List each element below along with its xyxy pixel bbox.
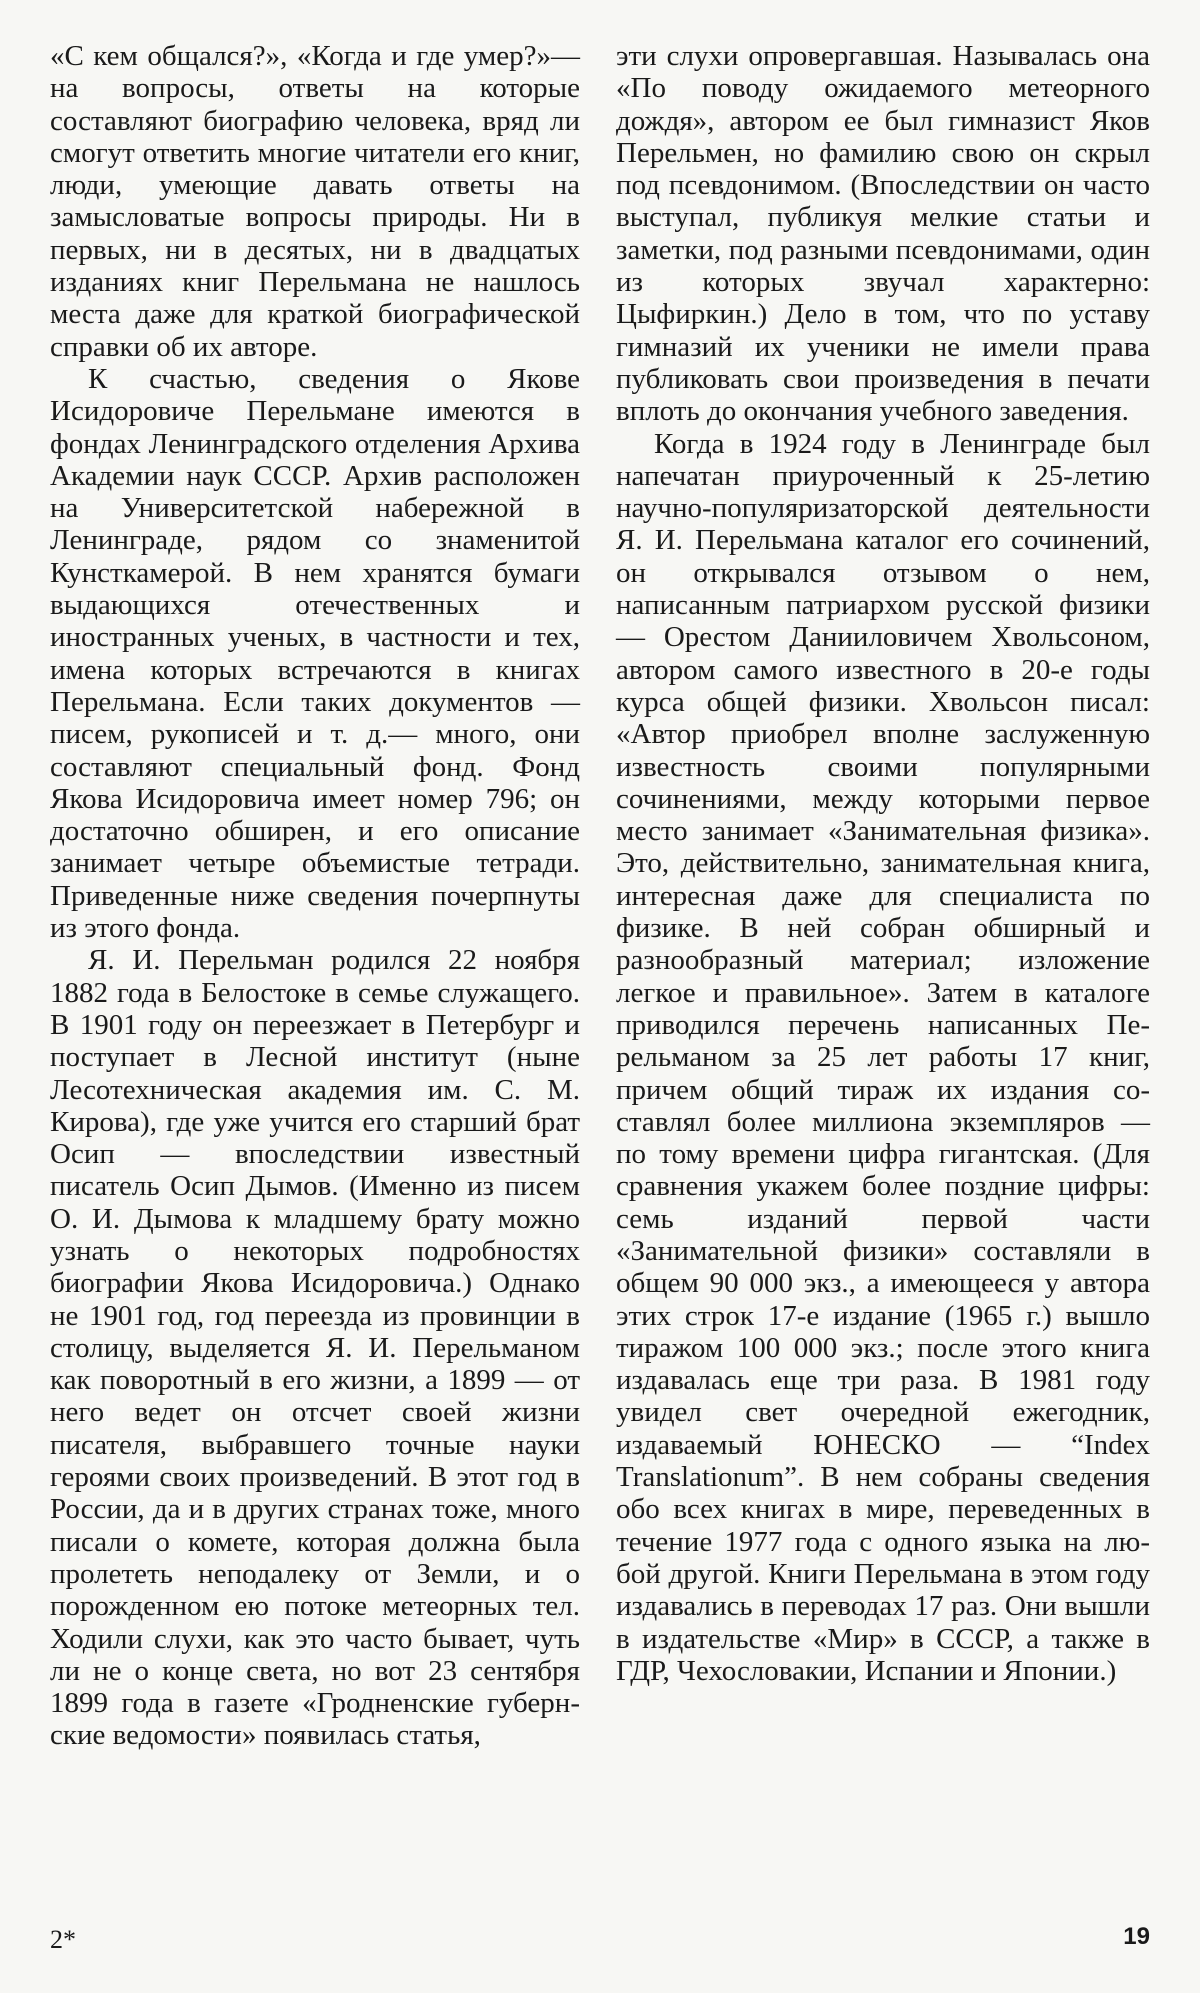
paragraph: «С кем общался?», «Когда и где умер?»— на вопросы, ответы на которые составляют биографию человека, вряд ли смогут ответить многие читатели его книг, люди, умеющие давать ответы на замысловатые вопросы природы. Ни в первых, ни в десятых, ни в двадцатых изданиях книг Перельмана не нашлось места даже для краткой биографической справки об их авторе. — [50, 40, 580, 363]
page-number: 19 — [1123, 1923, 1150, 1950]
paragraph: Когда в 1924 году в Ленинграде был напечатан приуроченный к 25-летию научно-популяризаторской деятельности Я. И. Перельмана каталог его сочинений, он открывался отзывом о нем, написанным патриархом русской физики — Орестом Данииловичем Хвольсоном, автором самого известного в 20-е годы курса общей физики. Хвольсон писал: «Автор приобрел вполне заслуженную известность своими популярными сочинениями, между которыми первое место занимает «Занимательная физика». Это, действительно, занимательная книга, интересная даже для специалиста по физике. В ней собран обширный и разнообразный материал; изложение легкое и правильное». Затем в каталоге приводился перечень написанных Перельманом за 25 лет работы 17 книг, причем общий тираж их издания составлял более миллиона экземпляров — по тому времени цифра гигантская. (Для сравнения укажем более поздние цифры: семь изданий первой части «Занимательной физики» составляли в общем 90 000 экз., а имеющееся у автора этих строк 17-е издание (1965 г.) вышло тиражом 100 000 экз.; после этого книга издавалась еще три раза. В 1981 году увидел свет очередной ежегодник, издаваемый ЮНЕСКО — “Index Translationum”. В нем собраны сведения обо всех книгах в мире, переведенных в течение 1977 года с одного языка на любой другой. Книги Перельмана в этом году издавались в переводах 17 раз. Они вышли в издательстве «Мир» в СССР, а также в ГДР, Чехословакии, Испании и Японии.) — [616, 427, 1150, 1687]
paragraph: Я. И. Перельман родился 22 ноября 1882 года в Белостоке в семье служащего. В 1901 году он переезжает в Петербург и поступает в Лесной институт (ныне Лесотехническая академия им. С. М. Кирова), где уже учится его старший брат Осип — впоследствии известный писатель Осип Дымов. (Именно из писем О. И. Дымова к младшему брату можно узнать о некоторых подробностях биографии Якова Исидоровича.) Однако не 1901 год, год переезда из провинции в столицу, выделяется Я. И. Перельманом как поворотный в его жизни, а 1899 — от него ведет он отсчет своей жизни писателя, выбравшего точные науки героями своих произведений. В этот год в России, да и в других странах тоже, много писали о комете, которая должна была пролететь неподалеку от Земли, и о порожденном ею потоке метеорных тел. Ходили слухи, как это часто бывает, чуть ли не о конце света, но вот 23 сентября 1899 года в газете «Гродненские губернские ведомости» появилась статья, — [50, 944, 580, 1752]
paragraph: эти слухи опровергавшая. Называлась она «По поводу ожидаемого метеорного дождя», автором ее был гимназист Яков Перельмен, но фамилию свою он скрыл под псевдонимом. (Впоследствии он часто выступал, публикуя мелкие статьи и заметки, под разными псевдонимами, один из которых звучал характерно: Цыфиркин.) Дело в том, что по уставу гимназий их ученики не имели права публиковать свои произведения в печати вплоть до окончания учебного заведения. — [616, 40, 1150, 428]
right-column — [616, 40, 1150, 1687]
left-column — [50, 40, 580, 1752]
paragraph: К счастью, сведения о Якове Исидоровиче Перельмане имеются в фондах Ленинградского отделения Архива Академии наук СССР. Архив расположен на Университетской набережной в Ленинграде, рядом со знаменитой Кунсткамерой. В нем хранятся бумаги выдающихся отечественных и иностранных ученых, в частности и тех, имена которых встречаются в книгах Перельмана. Если таких документов — писем, рукописей и т. д.— много, они составляют специальный фонд. Фонд Якова Исидоровича имеет номер 796; он достаточно обширен, и его описание занимает четыре объемистые тетради. Приведенные ниже сведения почерпнуты из этого фонда. — [50, 362, 580, 945]
signature-mark: 2* — [50, 1925, 76, 1954]
